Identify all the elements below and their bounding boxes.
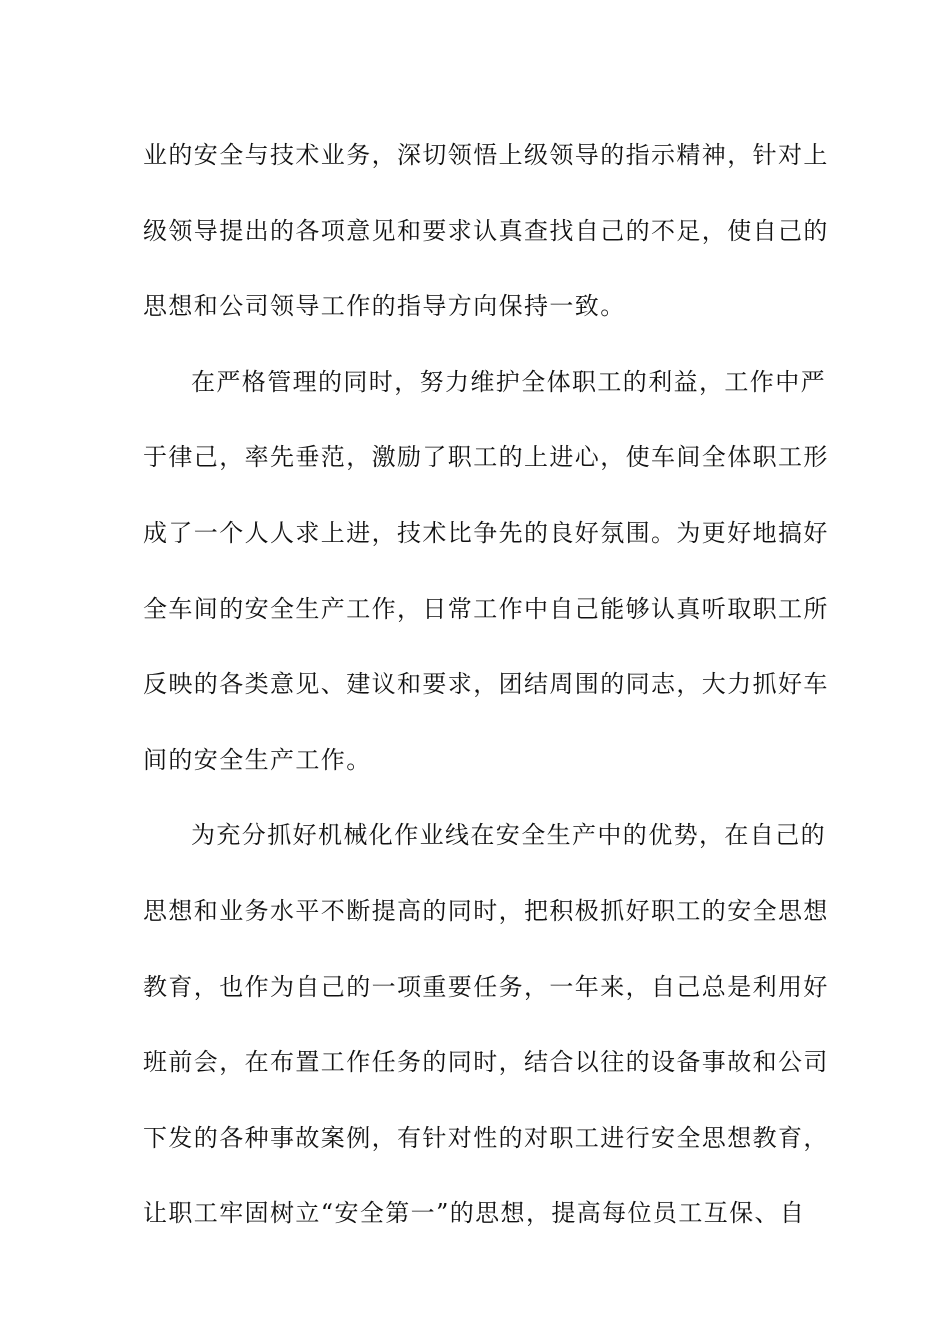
- text-line: 反映的各类意见、建议和要求，团结周围的同志，大力抓好车: [143, 670, 829, 699]
- text-line: 思想和业务水平不断提高的同时，把积极抓好职工的安全思想: [143, 896, 829, 925]
- text-line: 让职工牢固树立“安全第一”的思想，提高每位员工互保、自: [143, 1199, 806, 1228]
- text-line: 级领导提出的各项意见和要求认真查找自己的不足，使自己的: [143, 216, 829, 245]
- text-line: 思想和公司领导工作的指导方向保持一致。: [143, 292, 626, 321]
- body-text: [143, 131, 829, 1265]
- paragraph-first-line: 在严格管理的同时，努力维护全体职工的利益，工作中严: [191, 367, 826, 396]
- text-line: 全车间的安全生产工作，日常工作中自己能够认真听取职工所: [143, 594, 829, 623]
- text-line: 班前会，在布置工作任务的同时，结合以往的设备事故和公司: [143, 1048, 829, 1077]
- text-line: 于律己，率先垂范，激励了职工的上进心，使车间全体职工形: [143, 443, 829, 472]
- paragraph-first-line: 为充分抓好机械化作业线在安全生产中的优势，在自己的: [191, 821, 826, 850]
- text-line: 间的安全生产工作。: [143, 745, 372, 774]
- text-line: 教育，也作为自己的一项重要任务，一年来，自己总是利用好: [143, 972, 829, 1001]
- text-line: 成了一个人人求上进，技术比争先的良好氛围。为更好地搞好: [143, 518, 829, 547]
- text-line: 业的安全与技术业务，深切领悟上级领导的指示精神，针对上: [143, 141, 829, 169]
- text-line: 下发的各种事故案例，有针对性的对职工进行安全思想教育，: [143, 1123, 829, 1152]
